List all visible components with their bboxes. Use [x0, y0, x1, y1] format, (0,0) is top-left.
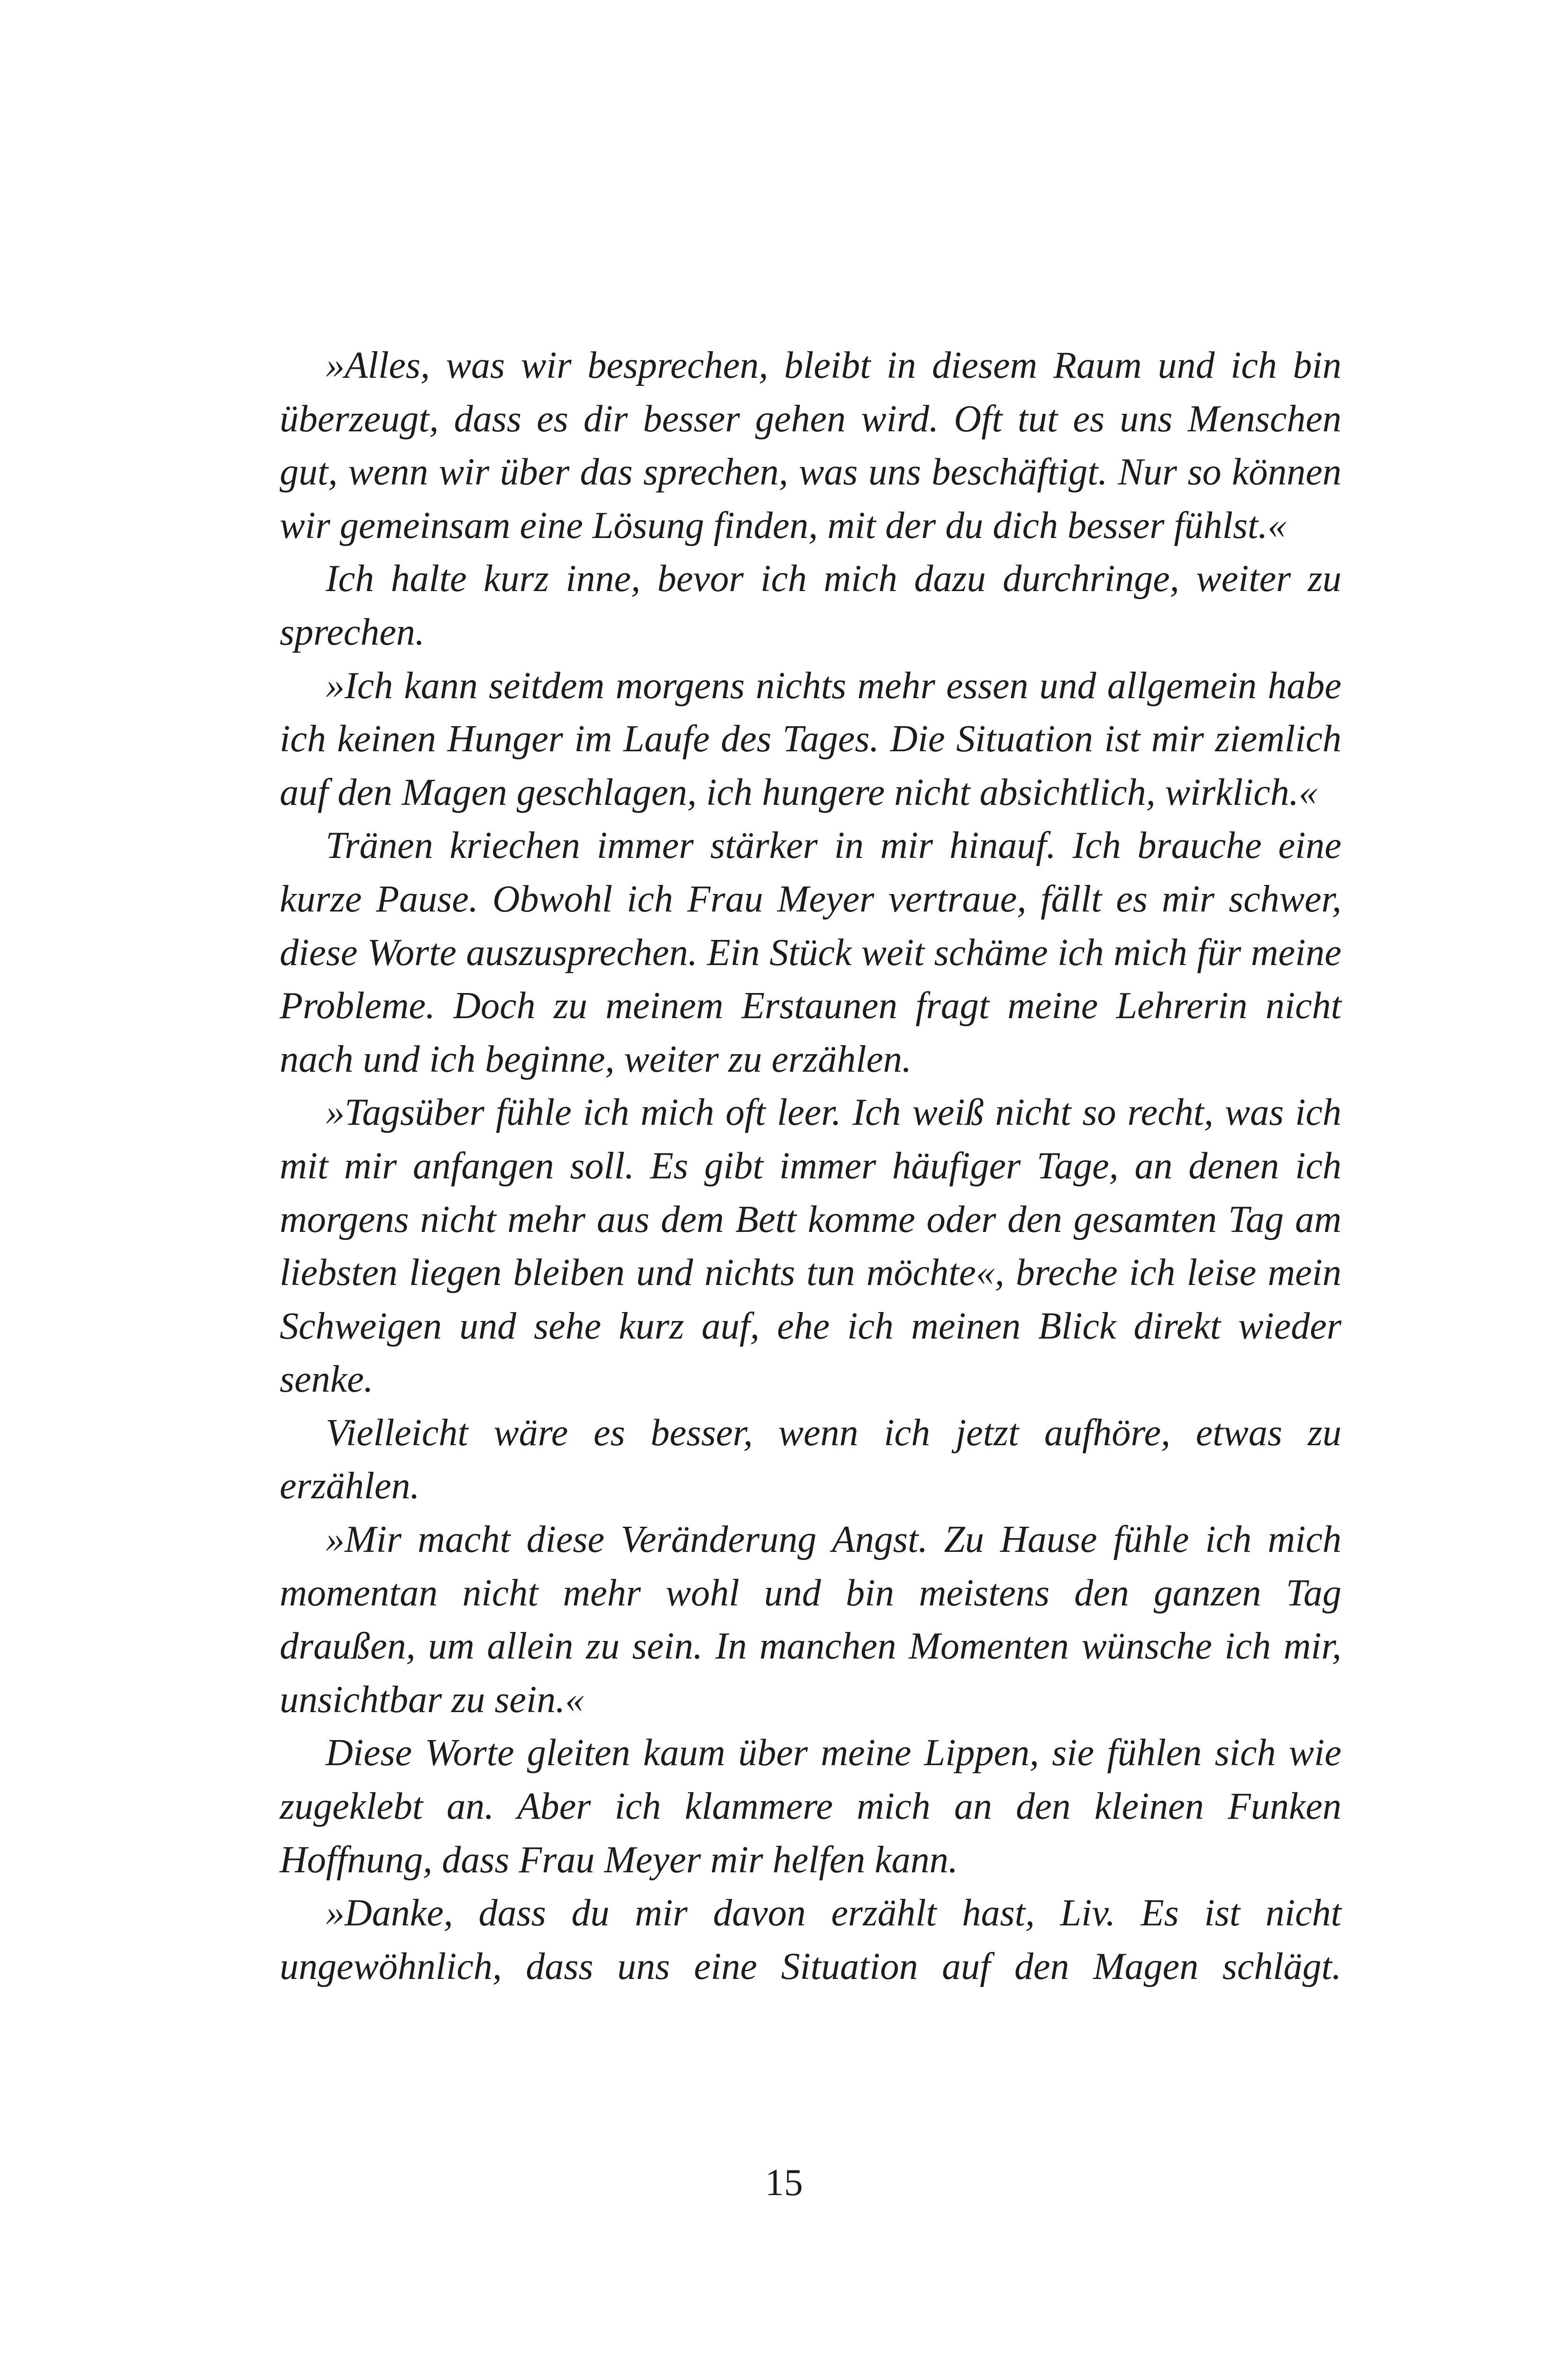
paragraph-9: »Danke, dass du mir davon erzählt hast, Liv. Es ist nicht ungewöhnlich, dass uns eine Situation auf den Magen schlägt.: [280, 1892, 1341, 1987]
paragraph-8: Diese Worte gleiten kaum über meine Lippen, sie fühlen sich wie zugeklebt an. Aber ich klammere mich an den kleinen Funken Hoffnung, dass Frau Meyer mir helfen kann.: [280, 1732, 1341, 1881]
paragraph-1: »Alles, was wir besprechen, bleibt in diesem Raum und ich bin überzeugt, dass es dir besser gehen wird. Oft tut es uns Menschen gut, wenn wir über das sprechen, was uns beschäftigt. Nur so können wir gemeinsam eine Lösung finden, mit der du dich besser fühlst.«: [280, 345, 1341, 547]
paragraph-5: »Tagsüber fühle ich mich oft leer. Ich weiß nicht so recht, was ich mit mir anfangen soll. Es gibt immer häufiger Tage, an denen ich morgens nicht mehr aus dem Bett komme oder den gesamten Tag am liebsten liegen bleiben und nichts tun möchte«, breche ich leise mein Schweigen und sehe kurz auf, ehe ich meinen Blick direkt wieder senke.: [280, 1092, 1341, 1401]
paragraph-3: »Ich kann seitdem morgens nichts mehr essen und allgemein habe ich keinen Hunger im Laufe des Tages. Die Situation ist mir ziemlich auf den Magen geschlagen, ich hungere nicht absichtlich, wirklich.«: [280, 665, 1341, 813]
paragraph-6: Vielleicht wäre es besser, wenn ich jetzt aufhöre, etwas zu erzählen.: [280, 1412, 1341, 1507]
paragraph-7: »Mir macht diese Veränderung Angst. Zu Hause fühle ich mich momentan nicht mehr wohl und bin meistens den ganzen Tag draußen, um allein zu sein. In manchen Momenten wünsche ich mir, unsichtbar zu sein.«: [280, 1519, 1341, 1721]
paragraph-2: Ich halte kurz inne, bevor ich mich dazu durchringe, weiter zu sprechen.: [280, 558, 1341, 653]
body-text: [280, 339, 1341, 1993]
paragraph-4: Tränen kriechen immer stärker in mir hinauf. Ich brauche eine kurze Pause. Obwohl ich Frau Meyer vertraue, fällt es mir schwer, diese Worte auszusprechen. Ein Stück weit schäme ich mich für meine Probleme. Doch zu meinem Erstaunen fragt meine Lehrerin nicht nach und ich beginne, weiter zu erzählen.: [280, 825, 1341, 1080]
page-number: 15: [765, 2162, 803, 2204]
